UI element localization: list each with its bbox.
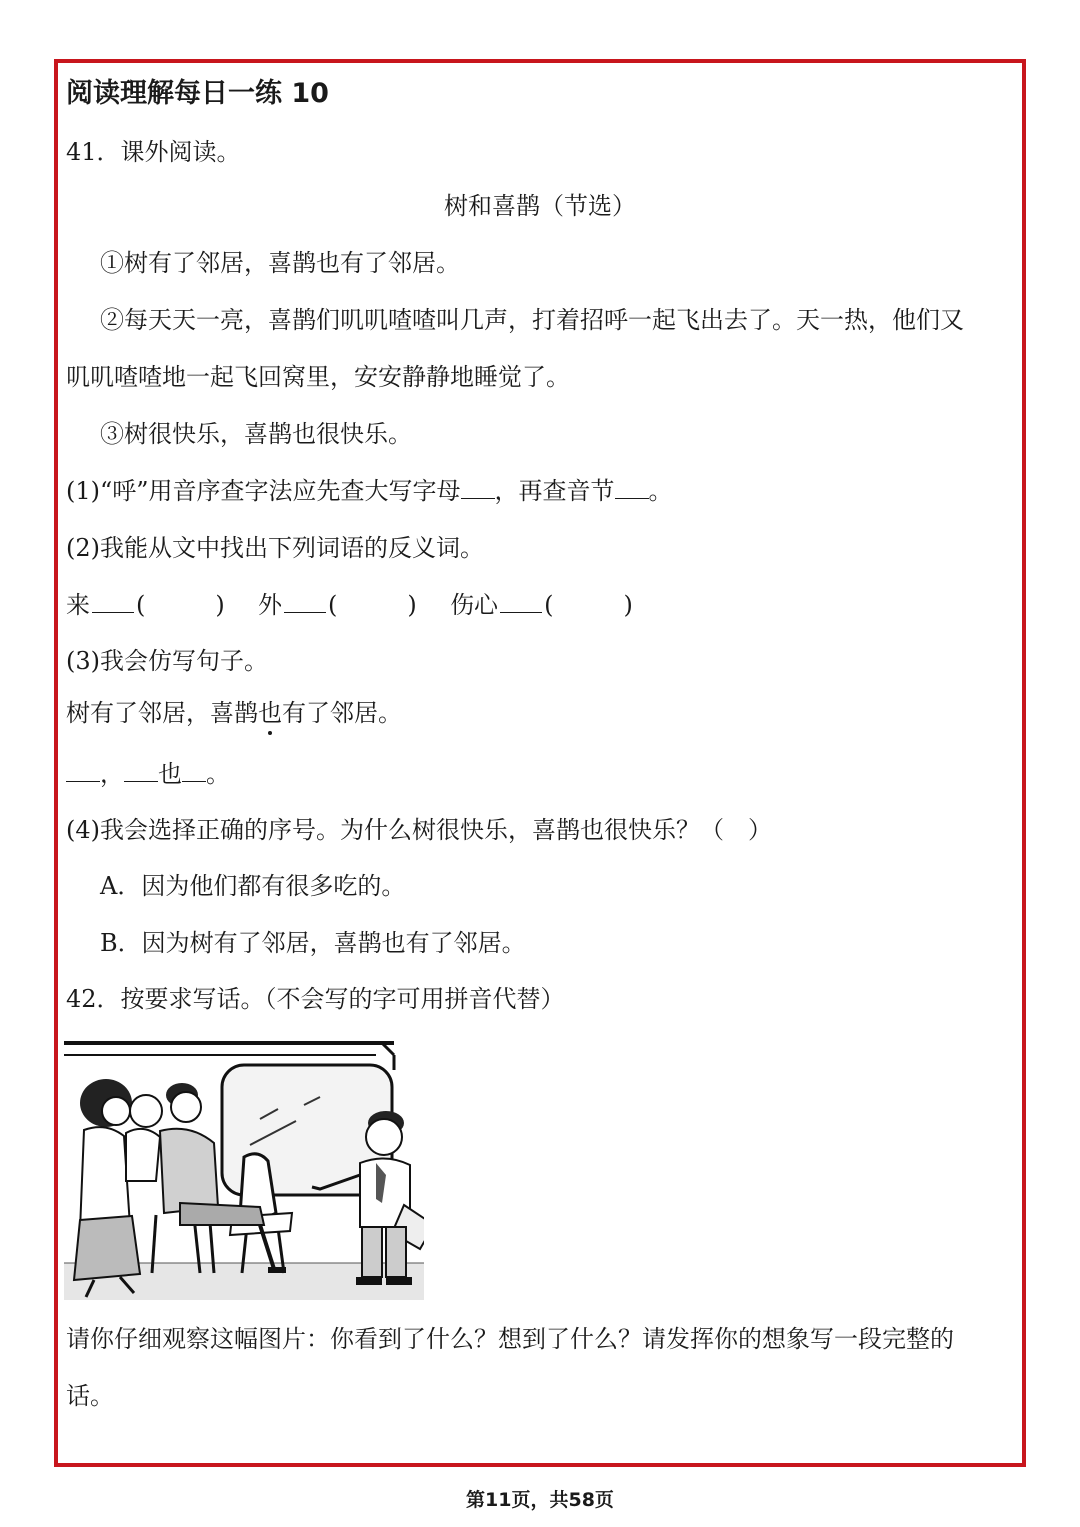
imitation-blanks — [66, 758, 230, 790]
paren-close-1: ) — [215, 591, 225, 619]
antonym-row — [66, 589, 633, 621]
imitation-blank-1[interactable] — [66, 759, 100, 782]
sub-question-3: (3)我会仿写句子。 — [66, 647, 268, 675]
page-number-footer: 第11页，共58页 — [466, 1489, 614, 1511]
option-b[interactable]: B．因为树有了邻居，喜鹊也有了邻居。 — [100, 929, 526, 957]
example-sentence — [66, 697, 402, 729]
sub-question-1-text-b: ，再查音节 — [494, 477, 615, 505]
q42-heading: 42．按要求写话。（不会写的字可用拼音代替） — [66, 985, 565, 1013]
bus-scene-illustration — [64, 1035, 424, 1300]
answer-blank-syllable[interactable] — [615, 476, 649, 499]
example-sentence-part-a: 树有了邻居，喜鹊 — [66, 699, 258, 727]
imitation-period: 。 — [206, 760, 230, 788]
paren-close-3: ) — [623, 591, 633, 619]
paren-open-3: ( — [544, 591, 554, 619]
passage-paragraph-1: ①树有了邻居，喜鹊也有了邻居。 — [100, 249, 460, 277]
page-title: 阅读理解每日一练 10 — [66, 78, 329, 109]
sub-question-1-text-c: 。 — [648, 477, 673, 505]
imitation-blank-2[interactable] — [124, 759, 158, 782]
passage-title: 树和喜鹊（节选） — [444, 192, 636, 220]
example-sentence-part-b: 有了邻居。 — [282, 699, 402, 727]
paren-open-1: ( — [136, 591, 146, 619]
sub-question-1 — [66, 475, 673, 507]
q41-heading: 41．课外阅读。 — [66, 138, 241, 166]
writing-prompt-line-2: 话。 — [66, 1382, 114, 1410]
writing-prompt-line-1: 请你仔细观察这幅图片：你看到了什么？想到了什么？请发挥你的想象写一段完整的 — [66, 1325, 954, 1353]
answer-blank-letter[interactable] — [461, 476, 495, 499]
sub-question-1-text-a: (1)“呼”用音序查字法应先查大写字母 — [66, 477, 461, 505]
antonym-dash-3 — [500, 598, 542, 613]
antonym-dash-2 — [284, 598, 326, 613]
paren-close-2: ) — [407, 591, 417, 619]
imitation-blank-3[interactable] — [182, 759, 206, 782]
sub-question-4: (4)我会选择正确的序号。为什么树很快乐，喜鹊也很快乐？（ ） — [66, 816, 772, 844]
emphasized-word: 也 — [258, 699, 282, 727]
sub-question-2: (2)我能从文中找出下列词语的反义词。 — [66, 534, 484, 562]
passage-paragraph-2-line-1: ②每天天一亮，喜鹊们叽叽喳喳叫几声，打着招呼一起飞出去了。天一热，他们又 — [100, 306, 964, 334]
imitation-comma: ， — [100, 760, 124, 788]
antonym-word-1: 来 — [66, 591, 90, 619]
antonym-word-3: 伤心 — [450, 591, 499, 619]
passage-paragraph-3: ③树很快乐，喜鹊也很快乐。 — [100, 420, 412, 448]
option-a[interactable]: A．因为他们都有很多吃的。 — [100, 872, 406, 900]
imitation-ye: 也 — [158, 760, 182, 788]
paren-open-2: ( — [328, 591, 338, 619]
passage-paragraph-2-line-2: 叽叽喳喳地一起飞回窝里，安安静静地睡觉了。 — [66, 363, 570, 391]
antonym-dash-1 — [92, 598, 134, 613]
antonym-word-2: 外 — [258, 591, 283, 619]
